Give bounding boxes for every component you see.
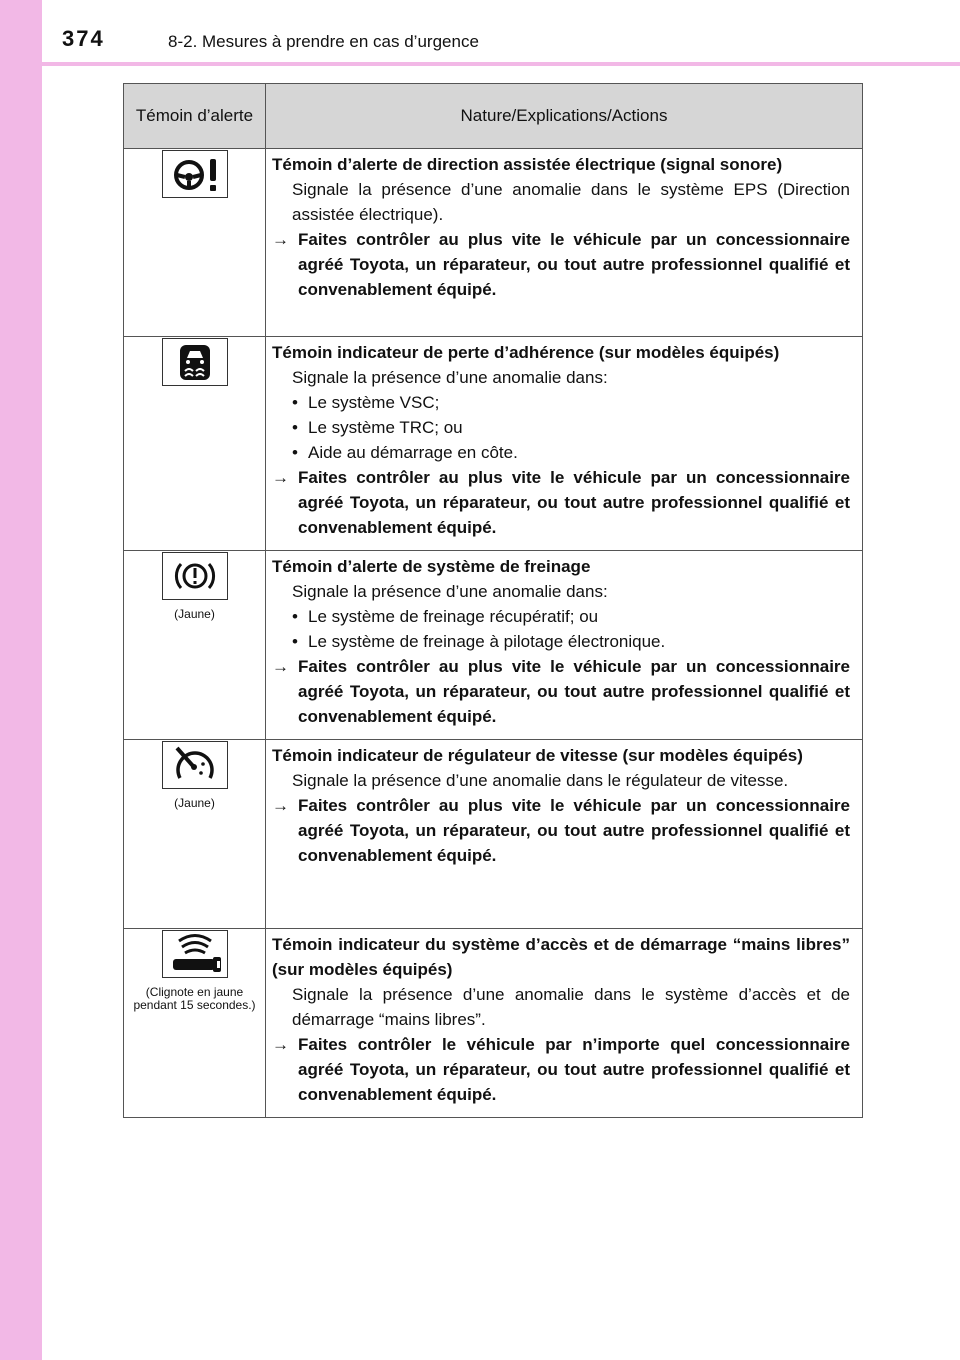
icon-cell: [124, 740, 266, 929]
page-number: 374: [62, 26, 105, 51]
row-description: Signale la présence d’une anomalie dans le système EPS (Direction assistée électrique).: [292, 180, 850, 224]
smart-key-icon: [162, 930, 228, 978]
left-color-band: [0, 0, 42, 1360]
icon-note: (Jaune): [174, 607, 215, 621]
arrow-icon: →: [272, 468, 289, 487]
icon-cell: [124, 551, 266, 740]
text-cell: [266, 337, 863, 551]
text-cell: [266, 740, 863, 929]
row-action: [272, 654, 850, 729]
row-title: Témoin indicateur de perte d’adhérence (sur modèles équipés): [272, 343, 780, 362]
car-skid-icon: [162, 338, 228, 386]
row-action-text: Faites contrôler au plus vite le véhicule par un concessionnaire agréé Toyota, un réparateur, ou tout autre professionnel qualifié et convenablement équipé.: [298, 230, 850, 299]
row-title: Témoin d’alerte de système de freinage: [272, 557, 591, 576]
icon-cell: [124, 929, 266, 1118]
table-row: [124, 740, 863, 929]
bullet-item: • Le système VSC;: [272, 390, 850, 415]
arrow-icon: →: [272, 230, 289, 249]
arrow-icon: →: [272, 657, 289, 676]
warning-light-table: [123, 83, 863, 1118]
bullet-item: • Le système de freinage récupératif; ou: [272, 604, 850, 629]
row-description: Signale la présence d’une anomalie dans le régulateur de vitesse.: [292, 771, 789, 790]
table-header-row: [124, 84, 863, 149]
table-row: [124, 149, 863, 337]
row-title: Témoin d’alerte de direction assistée électrique (signal sonore): [272, 155, 783, 174]
header-nature-actions-label: Nature/Explications/Actions: [460, 106, 668, 125]
row-description: Signale la présence d’une anomalie dans:: [292, 368, 608, 387]
table-row: [124, 929, 863, 1118]
row-title: Témoin indicateur du système d’accès et de démarrage “mains libres” (sur modèles équipés): [272, 935, 850, 979]
row-description: Signale la présence d’une anomalie dans:: [292, 582, 608, 601]
row-action-text: Faites contrôler au plus vite le véhicule par un concessionnaire agréé Toyota, un réparateur, ou tout autre professionnel qualifié et convenablement équipé.: [298, 796, 850, 865]
row-action-text: Faites contrôler au plus vite le véhicule par un concessionnaire agréé Toyota, un réparateur, ou tout autre professionnel qualifié et convenablement équipé.: [298, 468, 850, 537]
row-title: Témoin indicateur de régulateur de vitesse (sur modèles équipés): [272, 746, 803, 765]
row-action: [272, 1032, 850, 1107]
icon-note: (Jaune): [174, 796, 215, 810]
text-cell: [266, 551, 863, 740]
bullet-item: • Aide au démarrage en côte.: [272, 440, 850, 465]
icon-note: (Clignote en jaune pendant 15 secondes.): [133, 985, 256, 1012]
row-action: [272, 227, 850, 302]
bullet-item: • Le système de freinage à pilotage électronique.: [272, 629, 850, 654]
brake-system-icon: [162, 552, 228, 600]
arrow-icon: →: [272, 1035, 289, 1054]
row-action-text: Faites contrôler le véhicule par n’importe quel concessionnaire agréé Toyota, un réparateur, ou tout autre professionnel qualifié et convenablement équipé.: [298, 1035, 850, 1104]
icon-cell: [124, 337, 266, 551]
text-cell: [266, 149, 863, 337]
bullet-item: • Le système TRC; ou: [272, 415, 850, 440]
header-warning-light: [124, 84, 266, 149]
arrow-icon: →: [272, 796, 289, 815]
row-action: [272, 465, 850, 540]
header-warning-light-label: Témoin d’alerte: [135, 106, 254, 125]
section-title: 8-2. Mesures à prendre en cas d’urgence: [168, 32, 479, 51]
icon-cell: [124, 149, 266, 337]
row-action: [272, 793, 850, 868]
cruise-control-icon: [162, 741, 228, 789]
row-action-text: Faites contrôler au plus vite le véhicule par un concessionnaire agréé Toyota, un réparateur, ou tout autre professionnel qualifié et convenablement équipé.: [298, 657, 850, 726]
header-nature-actions: [266, 84, 863, 149]
table-row: [124, 337, 863, 551]
header-rule: [0, 62, 960, 66]
text-cell: [266, 929, 863, 1118]
table-row: [124, 551, 863, 740]
steering-wheel-exclamation-icon: [162, 150, 228, 198]
row-description: Signale la présence d’une anomalie dans le système d’accès et de démarrage “mains libres”.: [292, 985, 850, 1029]
